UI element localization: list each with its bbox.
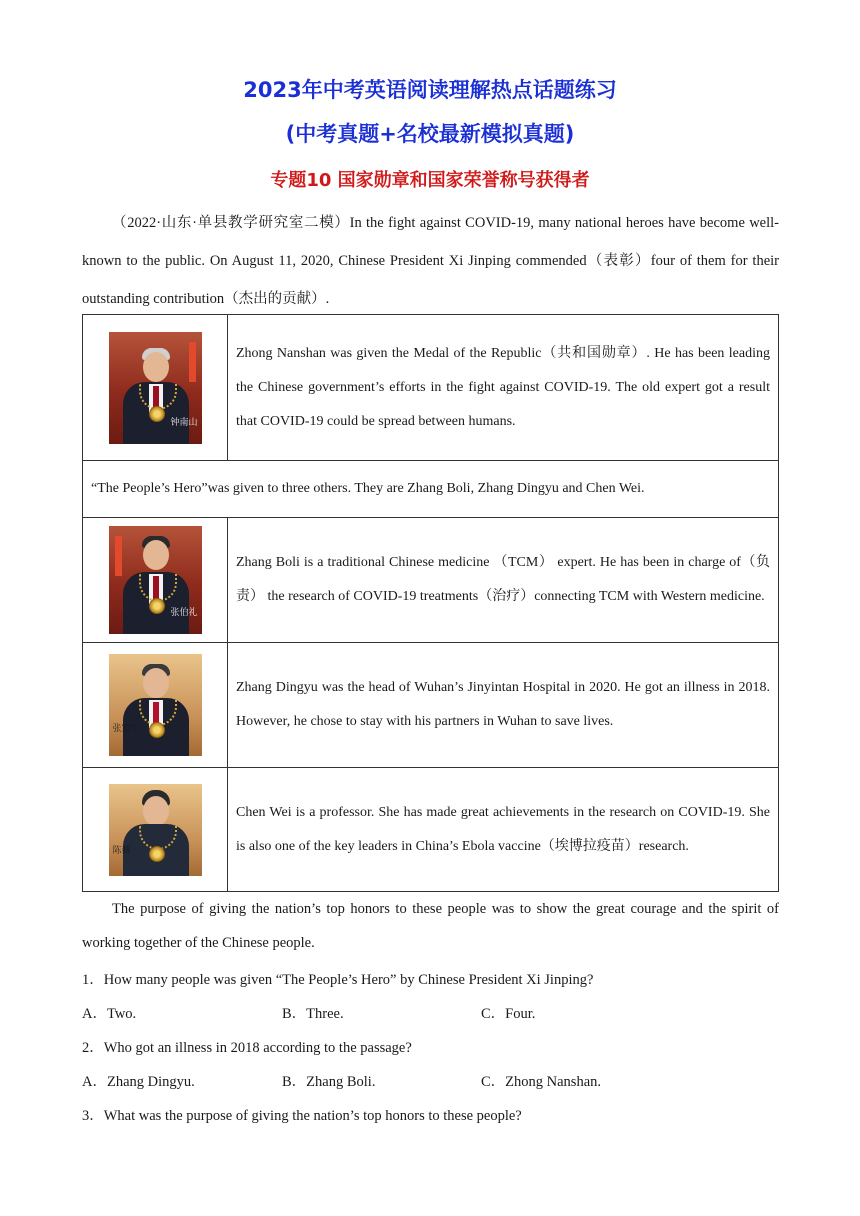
zhang-dingyu-photo <box>109 654 202 756</box>
portrait-cell <box>83 315 228 461</box>
document-title: 2023年中考英语阅读理解热点话题练习 <box>243 78 617 102</box>
zhang-boli-text: Zhang Boli is a traditional Chinese medicine （TCM） expert. He has been in charge of（负责） the research of COVID-19 treatments（治疗）connecting TCM with Western medicine. <box>228 518 779 643</box>
q2-option-a: A．Zhang Dingyu. <box>82 1074 195 1090</box>
question-2: 2．Who got an illness in 2018 according to the passage? <box>82 1040 412 1056</box>
table-row <box>83 768 779 892</box>
intro-text: （2022·山东·单县教学研究室二模）In the fight against COVID-19, many national heroes have become well-known to the public. On August 11, 2020, Chinese President Xi Jinping commended（表彰）four of them for their outstanding contribution（杰出的贡献）. <box>82 215 779 307</box>
q2-option-c: C．Zhong Nanshan. <box>481 1074 602 1090</box>
question-3: 3．What was the purpose of giving the nation’s top honors to these people? <box>82 1108 522 1124</box>
portrait-cell <box>83 643 228 768</box>
signature-label: 钟南山 <box>170 417 198 428</box>
zhang-dingyu-text: Zhang Dingyu was the head of Wuhan’s Jinyintan Hospital in 2020. He got an illness in 2018. However, he chose to stay with his partners in Wuhan to save lives. <box>228 643 779 768</box>
table-row <box>83 518 779 643</box>
topic-heading: 专题10 国家勋章和国家荣誉称号获得者 <box>270 170 590 191</box>
portrait-cell <box>83 768 228 892</box>
table-row <box>83 461 779 518</box>
closing-paragraph <box>82 892 779 960</box>
signature-label: 陈薇 <box>112 845 131 856</box>
zhong-nanshan-photo <box>109 332 202 444</box>
signature-label: 张定宇 <box>112 724 140 734</box>
q2-option-b: B．Zhang Boli. <box>282 1074 376 1090</box>
q1-option-a: A．Two. <box>82 1006 137 1022</box>
chen-wei-text: Chen Wei is a professor. She has made great achievements in the research on COVID-19. She is also one of the key leaders in China’s Ebola vaccine（埃博拉疫苗）research. <box>228 768 779 892</box>
zhong-nanshan-text: Zhong Nanshan was given the Medal of the Republic（共和国勋章）. He has been leading the Chinese government’s efforts in the fight against COVID-19. The old expert got a result that COVID-19 could be spread between humans. <box>228 315 779 461</box>
table-row <box>83 643 779 768</box>
zhang-boli-photo <box>109 526 202 634</box>
document-subtitle: (中考真题+名校最新模拟真题) <box>285 122 575 146</box>
q1-option-c: C．Four. <box>481 1006 536 1022</box>
portrait-cell <box>83 518 228 643</box>
intro-paragraph <box>82 204 779 318</box>
table-row <box>83 315 779 461</box>
question-1: 1．How many people was given “The People’s Hero” by Chinese President Xi Jinping? <box>82 972 594 988</box>
signature-label: 张伯礼 <box>170 608 198 618</box>
chen-wei-photo <box>109 784 202 876</box>
q1-option-b: B．Three. <box>282 1006 344 1022</box>
closing-text: The purpose of giving the nation’s top honors to these people was to show the great courage and the spirit of working together of the Chinese people. <box>82 901 779 951</box>
peoples-hero-row: “The People’s Hero”was given to three others. They are Zhang Boli, Zhang Dingyu and Chen Wei. <box>83 461 779 518</box>
heroes-table <box>82 314 779 892</box>
